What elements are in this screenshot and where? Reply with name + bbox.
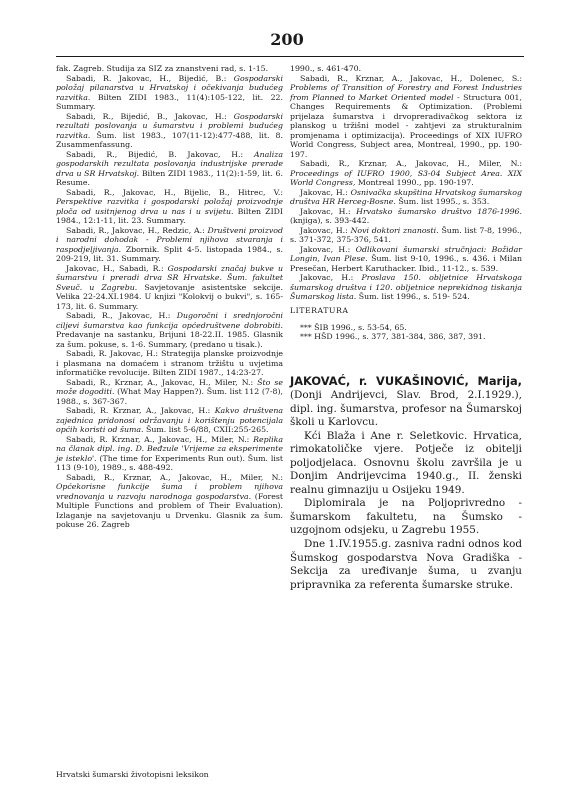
entry-text: 1990., s. 461-470. <box>290 64 362 73</box>
bibliography-entry <box>56 435 283 473</box>
entry-author: Jakovac, H.: <box>300 273 354 282</box>
biography-name: JAKOVAĆ, r. VUKAŠINOVIĆ, Marija, <box>290 373 522 388</box>
entry-author: Sabadi, R., Jakovac, H.: <box>66 311 171 320</box>
bibliography-entry <box>290 226 522 245</box>
entry-rest: (The time for Experiments Run out). Šum. list 113 (9-10), 1989., s. 488-492. <box>56 453 283 472</box>
entry-rest: Šum. list 1996., s. 519- 524. <box>358 292 470 301</box>
entry-title: Odlikovani šumarski stručnjaci: Božidar Longin, Ivan Plese. <box>290 244 522 263</box>
bibliography-entry <box>290 74 522 160</box>
bibliography-entry <box>56 349 283 378</box>
left-column <box>56 64 283 530</box>
bibliography-entry <box>56 188 283 226</box>
footer-title: Hrvatski šumarski životopisni leksikon <box>56 770 209 779</box>
entry-title: Gospodarski rezultati poslovanja u šumarstvu i problemi budućeg razvitka. <box>56 111 283 140</box>
entry-title: Društveni proizvod i narodni dohodak - Problemi njihova stvaranja i raspodjeljivanja. <box>56 225 283 254</box>
entry-author: Sabadi, R., Krznar, A., Jakovac, H., Miler, N.: <box>300 159 522 168</box>
entry-author: Sabadi, R., Krznar, A., Jakovac, H., Dolenec, S.: <box>300 73 522 83</box>
entry-rest: (What May Happen?). Šum. list 112 (7-8), 1988., s. 367-367. <box>56 387 283 406</box>
entry-author: Sabadi, R. Krznar, A., Jakovac, H.: <box>66 406 211 415</box>
entry-title: Osnivačka skupština Hrvatskog šumarskog društva HR Herceg-Bosne. <box>290 187 522 206</box>
entry-rest: (Forest Multiple Functions and problem of Their Evaluation). Izlaganje na savjetovanju u Drvenku. Glasnik za šum. pokuse 26. Zagreb <box>56 491 283 529</box>
bibliography-entry <box>56 74 283 112</box>
entry-author: Jakovac, H., Sabadi, R.: <box>66 263 164 273</box>
entry-title: Dugoročni i srednjoročni ciljevi šumarstva kao funkcija općedruštvene dobrobiti. <box>56 311 283 330</box>
entry-author: Sabadi, R., Jakovac, H., Redzic, A.: <box>66 225 205 235</box>
entry-rest: Šum. list 7-8, 1996., s. 371-372, 375-376, 541. <box>290 225 523 244</box>
entry-author: Sabadi, R., Krznar, A., Jakovac, H., Miler, N.: <box>66 472 283 482</box>
entry-title: Hrvatsko šumarsko društvo 1876-1996. <box>356 206 522 216</box>
entry-author: Jakovac, H.: <box>300 244 351 254</box>
bibliography-entry <box>56 64 283 74</box>
biography-paragraphs <box>290 430 522 592</box>
entry-author: Sabadi, R., Bijedić, B., Jakovac, H.: <box>66 111 227 121</box>
right-entries <box>290 64 522 302</box>
entry-rest: Šum. list 5-6/88, CXII:255-265. <box>145 425 269 434</box>
bibliography-entry <box>56 311 283 349</box>
entry-title: Kakvo društvena zajednica pridonosi održavanju i korištenju potencijala općih koristi od šuma. <box>56 406 283 434</box>
entry-title: Proceedings of IUFRO 1900, S3-04 Subject Area. XIX World Congress, <box>290 168 522 187</box>
bibliography-entry <box>290 273 522 302</box>
bibliography-entry <box>56 112 283 150</box>
entry-author: Jakovac, H.: <box>300 187 348 197</box>
entry-title: Što se može dogoditi. <box>56 377 284 396</box>
entry-title: Perspektive razvitka i gospodarski položaj proizvodnje ploča od usitnjenog drva u nas i u svijetu. <box>56 197 283 216</box>
entry-rest: Montreal 1990., pp. 190-197. <box>357 178 474 187</box>
entry-author: Sabadi, R. Krznar, A., Jakovac, H., Miler, N.: <box>66 434 250 444</box>
bibliography-entry <box>290 159 522 188</box>
literatura-list <box>290 323 522 342</box>
entry-title: Replika na članak dipl. ing. D. Beđzule 'Vrijeme za eksperimente je isteklo'. <box>56 434 283 463</box>
page-number: 200 <box>270 30 304 49</box>
entry-rest: Savjetovanje asistentske sekcije. Velika 22-24.XI.1984. U knjizi "Kolokvij o bukvi", s. 165-173, lit. 6. Summary. <box>56 282 283 311</box>
literatura-item: *** HŠD 1996., s. 377, 381-384, 386, 387, 391. <box>300 332 486 342</box>
entry-author: Jakovac, H.: <box>300 225 348 235</box>
biography-paragraph: Kći Blaža i Ane r. Seletkovic. Hrvatica, rimokatoličke vjere. Potječe iz obitelji poljodjelaca. Osnovnu školu završila je u Donjim Andrijevcima 1940.g., II. ženski realnu gimnaziju u Osijeku 1949. <box>290 429 522 496</box>
bibliography-entry <box>56 473 283 530</box>
entry-rest: Šum. list 1995., s. 353. <box>398 197 490 206</box>
entry-title: Općekorisne funkcije šuma i problem njihova vrednovanja u razvoju narodnoga gospodarstva. <box>56 482 283 501</box>
bibliography-entry <box>56 264 283 312</box>
bibliography-entry <box>290 245 522 274</box>
entry-rest: Strategija planske proizvodnje i plasmana na domaćem i stranom tržištu u uvjetima informatičke revolucije. Bilten ZIDI 1987., 14:23-27. <box>56 349 283 377</box>
entry-author: Sabadi, R., Krznar, A., Jakovac, H., Miler, N.: <box>66 377 254 387</box>
entry-author: Sabadi, R., Jakovac, H., Bijelic, B., Hitrec, V.: <box>66 187 283 197</box>
entry-rest: Bilten ZIDI 1983., 11(4):105-122, lit. 22. Summary. <box>56 92 283 111</box>
bibliography-entry <box>290 188 522 207</box>
entry-rest: Predavanje na sastanku, Brijuni 18-22.II. 1985. Glasnik za šum. pokuse, s. 1-6. Summary, (predano u tisak.). <box>56 330 283 349</box>
biography-paragraph: Diplomirala je na Poljoprivredno - šumarskom fakultetu, na Šumsko - uzgojnom odsjeku, u Zagrebu 1955. <box>290 497 522 537</box>
entry-rest: Bilten ZIDI 1984., 12:1-11, lit. 23. Summary. <box>56 206 283 225</box>
literatura-item: *** ŠIB 1996., s. 53-54, 65. <box>300 322 407 332</box>
bibliography-entry <box>56 378 283 407</box>
entry-title: Novi doktori znanosti. <box>350 225 439 235</box>
bibliography-entry <box>290 207 522 226</box>
entry-rest: (knjiga), s. 393-442. <box>290 216 370 225</box>
entry-title: Analiza gospodarskih rezultata poslovanja industrijske prerade drva u SR Hrvatskoj. <box>56 149 283 178</box>
entry-author: Sabadi, R., Bijedić, B. Jakovac, H.: <box>66 149 244 159</box>
bibliography-entry <box>56 150 283 188</box>
entry-rest: Šum. list 1983., 107(11-12):477-488, lit. 8. Zusammenfassung. <box>56 130 283 149</box>
entry-rest: Zbornik. Split 4-5. listopada 1984., s. 209-219, lit. 31. Summary. <box>56 244 283 263</box>
biography-lead <box>290 374 522 430</box>
header-rule <box>56 56 524 57</box>
biography-intro: (Donji Andrijevci, Slav. Brod, 2.I.1929.), dipl. ing. šumarstva, profesor na Šumarskoj školi u Karlovcu. <box>290 389 522 429</box>
entry-title: Proslava 150. obljetnice Hrvatskoga šumarskog društva i 120. obljetnice neprekidnog tiskanja Šumarskog lista. <box>290 273 522 301</box>
entry-rest: Šum. list 9-10, 1996., s. 436. i Milan Presečan, Herbert Karuthacker. Ibid., 11-12., s. 539. <box>290 254 522 273</box>
entry-author: Jakovac, H.: <box>300 206 351 216</box>
entry-title: Problems of Transition of Forestry and Forest Industries from Planned to Market Oriented model <box>290 83 522 102</box>
entry-title: Gospodarski značaj bukve u šumarstvu i preradi drva SR Hrvatske. Šum. fakultet Sveuč. u Zagrebu. <box>56 263 284 292</box>
entry-text: fak. Zagreb. Studija za SIZ za znanstveni rad, s. 1-15. <box>56 64 269 73</box>
entry-author: Sabadi, R. Jakovac, H.: <box>66 349 159 358</box>
entry-author: Sabadi, R. Jakovac, H., Bijedić, B.: <box>66 73 227 83</box>
biography-entry <box>290 374 522 592</box>
bibliography-entry <box>56 226 283 264</box>
entry-title: Gospodarski položaj pilanarstva u Hrvatskoj i očekivanja budućeg razvitka. <box>56 73 283 102</box>
bibliography-entry <box>56 406 283 435</box>
entry-rest: Bilten ZIDI 1983., 11(2):1-59, lit. 6. Resume. <box>56 168 283 187</box>
right-column <box>290 64 522 592</box>
bibliography-entry <box>290 64 522 74</box>
biography-paragraph: Dne 1.IV.1955.g. zasniva radni odnos kod Šumskog gospodarstva Nova Gradiška - Sekcija za uređivanje šuma, u zvanju pripravnika za referenta šumarske struke. <box>290 537 522 591</box>
entry-rest: - Structura 001, Changes Requirements & Optimization. (Problemi prijelaza šumarstva i drvopreradivačkog sektora iz planskog u tržišni model - zahtjevi za strukturalnim promjenama i optimizacija). Proceedings of XIX IUFRO World Congress, Subject area, Montreal, 1990., pp. 190-197. <box>290 92 523 159</box>
literatura-heading: LITERATURA <box>290 305 349 315</box>
